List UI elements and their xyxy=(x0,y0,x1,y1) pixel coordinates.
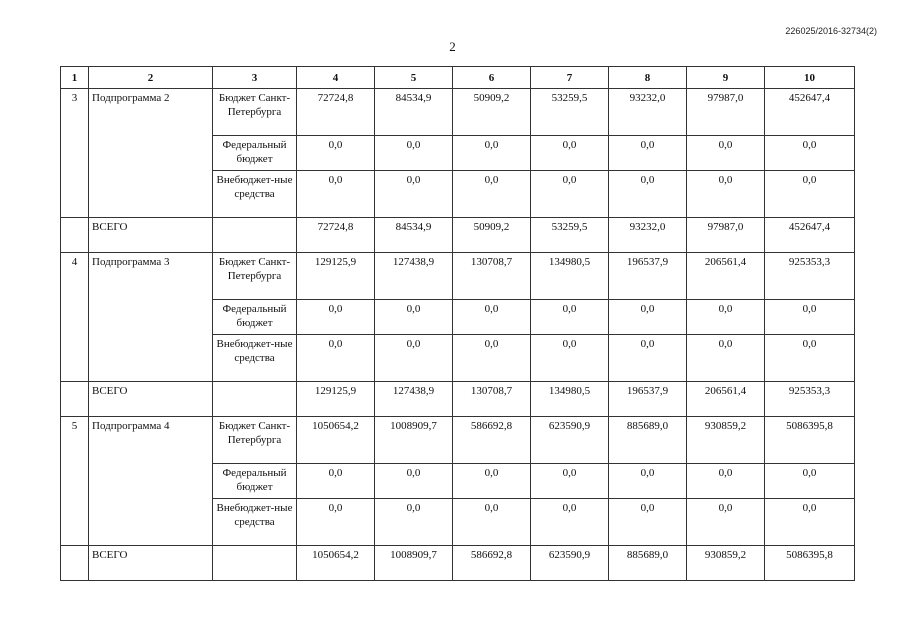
value-cell: 84534,9 xyxy=(375,89,453,136)
column-header-6: 6 xyxy=(453,67,531,89)
empty-cell xyxy=(61,382,89,417)
value-cell: 0,0 xyxy=(609,499,687,546)
funding-source: Внебюджет-ные средства xyxy=(213,499,297,546)
total-value-cell: 84534,9 xyxy=(375,218,453,253)
value-cell: 0,0 xyxy=(297,464,375,499)
table-row xyxy=(61,89,855,136)
value-cell: 0,0 xyxy=(453,300,531,335)
funding-source: Федеральный бюджет xyxy=(213,136,297,171)
total-label: ВСЕГО xyxy=(89,218,213,253)
empty-cell xyxy=(61,218,89,253)
value-cell: 0,0 xyxy=(687,136,765,171)
value-cell: 0,0 xyxy=(687,335,765,382)
column-header-10: 10 xyxy=(765,67,855,89)
value-cell: 0,0 xyxy=(297,300,375,335)
column-header-1: 1 xyxy=(61,67,89,89)
column-header-9: 9 xyxy=(687,67,765,89)
total-value-cell: 93232,0 xyxy=(609,218,687,253)
row-number: 3 xyxy=(61,89,89,218)
total-row xyxy=(61,546,855,581)
value-cell: 0,0 xyxy=(453,499,531,546)
value-cell: 0,0 xyxy=(609,300,687,335)
value-cell: 885689,0 xyxy=(609,417,687,464)
value-cell: 1008909,7 xyxy=(375,417,453,464)
total-value-cell: 127438,9 xyxy=(375,382,453,417)
value-cell: 1050654,2 xyxy=(297,417,375,464)
funding-source: Бюджет Санкт-Петербурга xyxy=(213,417,297,464)
funding-source: Федеральный бюджет xyxy=(213,464,297,499)
value-cell: 50909,2 xyxy=(453,89,531,136)
program-name: Подпрограмма 2 xyxy=(89,89,213,218)
value-cell: 0,0 xyxy=(765,464,855,499)
total-value-cell: 1050654,2 xyxy=(297,546,375,581)
value-cell: 0,0 xyxy=(297,335,375,382)
value-cell: 0,0 xyxy=(609,136,687,171)
total-value-cell: 885689,0 xyxy=(609,546,687,581)
funding-source: Внебюджет-ные средства xyxy=(213,171,297,218)
total-row xyxy=(61,218,855,253)
funding-source: Бюджет Санкт-Петербурга xyxy=(213,89,297,136)
value-cell: 0,0 xyxy=(297,171,375,218)
value-cell: 0,0 xyxy=(375,300,453,335)
value-cell: 196537,9 xyxy=(609,253,687,300)
document-id: 226025/2016-32734(2) xyxy=(785,26,877,36)
column-header-7: 7 xyxy=(531,67,609,89)
total-value-cell: 1008909,7 xyxy=(375,546,453,581)
value-cell: 0,0 xyxy=(765,171,855,218)
total-value-cell: 53259,5 xyxy=(531,218,609,253)
row-number: 4 xyxy=(61,253,89,382)
total-value-cell: 623590,9 xyxy=(531,546,609,581)
total-label: ВСЕГО xyxy=(89,382,213,417)
total-label: ВСЕГО xyxy=(89,546,213,581)
value-cell: 206561,4 xyxy=(687,253,765,300)
value-cell: 0,0 xyxy=(687,300,765,335)
value-cell: 5086395,8 xyxy=(765,417,855,464)
table-body xyxy=(61,89,855,581)
column-header-8: 8 xyxy=(609,67,687,89)
table-row xyxy=(61,417,855,464)
value-cell: 0,0 xyxy=(375,136,453,171)
value-cell: 586692,8 xyxy=(453,417,531,464)
total-value-cell: 925353,3 xyxy=(765,382,855,417)
value-cell: 0,0 xyxy=(297,499,375,546)
column-header-2: 2 xyxy=(89,67,213,89)
value-cell: 134980,5 xyxy=(531,253,609,300)
program-name: Подпрограмма 4 xyxy=(89,417,213,546)
value-cell: 0,0 xyxy=(375,499,453,546)
value-cell: 0,0 xyxy=(687,464,765,499)
total-value-cell: 196537,9 xyxy=(609,382,687,417)
column-header-5: 5 xyxy=(375,67,453,89)
value-cell: 925353,3 xyxy=(765,253,855,300)
value-cell: 0,0 xyxy=(765,136,855,171)
column-header-4: 4 xyxy=(297,67,375,89)
value-cell: 0,0 xyxy=(531,136,609,171)
total-value-cell: 206561,4 xyxy=(687,382,765,417)
total-value-cell: 97987,0 xyxy=(687,218,765,253)
funding-source: Бюджет Санкт-Петербурга xyxy=(213,253,297,300)
value-cell: 0,0 xyxy=(609,335,687,382)
value-cell: 0,0 xyxy=(375,464,453,499)
value-cell: 0,0 xyxy=(609,464,687,499)
page-number: 2 xyxy=(449,39,456,54)
row-number: 5 xyxy=(61,417,89,546)
value-cell: 0,0 xyxy=(453,136,531,171)
total-value-cell: 452647,4 xyxy=(765,218,855,253)
total-value-cell: 129125,9 xyxy=(297,382,375,417)
value-cell: 0,0 xyxy=(453,171,531,218)
total-value-cell: 130708,7 xyxy=(453,382,531,417)
value-cell: 129125,9 xyxy=(297,253,375,300)
funding-source: Федеральный бюджет xyxy=(213,300,297,335)
value-cell: 0,0 xyxy=(531,499,609,546)
value-cell: 0,0 xyxy=(531,171,609,218)
total-row xyxy=(61,382,855,417)
value-cell: 72724,8 xyxy=(297,89,375,136)
total-value-cell: 134980,5 xyxy=(531,382,609,417)
empty-cell xyxy=(213,382,297,417)
value-cell: 127438,9 xyxy=(375,253,453,300)
funding-source: Внебюджет-ные средства xyxy=(213,335,297,382)
value-cell: 623590,9 xyxy=(531,417,609,464)
empty-cell xyxy=(213,218,297,253)
program-name: Подпрограмма 3 xyxy=(89,253,213,382)
total-value-cell: 50909,2 xyxy=(453,218,531,253)
budget-table xyxy=(60,66,855,581)
value-cell: 0,0 xyxy=(375,335,453,382)
table-row xyxy=(61,253,855,300)
value-cell: 0,0 xyxy=(687,499,765,546)
value-cell: 930859,2 xyxy=(687,417,765,464)
value-cell: 130708,7 xyxy=(453,253,531,300)
value-cell: 0,0 xyxy=(531,335,609,382)
empty-cell xyxy=(213,546,297,581)
value-cell: 53259,5 xyxy=(531,89,609,136)
value-cell: 0,0 xyxy=(765,300,855,335)
total-value-cell: 930859,2 xyxy=(687,546,765,581)
value-cell: 97987,0 xyxy=(687,89,765,136)
value-cell: 452647,4 xyxy=(765,89,855,136)
value-cell: 0,0 xyxy=(609,171,687,218)
total-value-cell: 72724,8 xyxy=(297,218,375,253)
value-cell: 0,0 xyxy=(375,171,453,218)
total-value-cell: 586692,8 xyxy=(453,546,531,581)
value-cell: 0,0 xyxy=(531,464,609,499)
empty-cell xyxy=(61,546,89,581)
value-cell: 0,0 xyxy=(453,335,531,382)
value-cell: 93232,0 xyxy=(609,89,687,136)
value-cell: 0,0 xyxy=(453,464,531,499)
header-row xyxy=(61,67,855,89)
column-header-3: 3 xyxy=(213,67,297,89)
value-cell: 0,0 xyxy=(297,136,375,171)
total-value-cell: 5086395,8 xyxy=(765,546,855,581)
value-cell: 0,0 xyxy=(531,300,609,335)
value-cell: 0,0 xyxy=(687,171,765,218)
value-cell: 0,0 xyxy=(765,335,855,382)
value-cell: 0,0 xyxy=(765,499,855,546)
